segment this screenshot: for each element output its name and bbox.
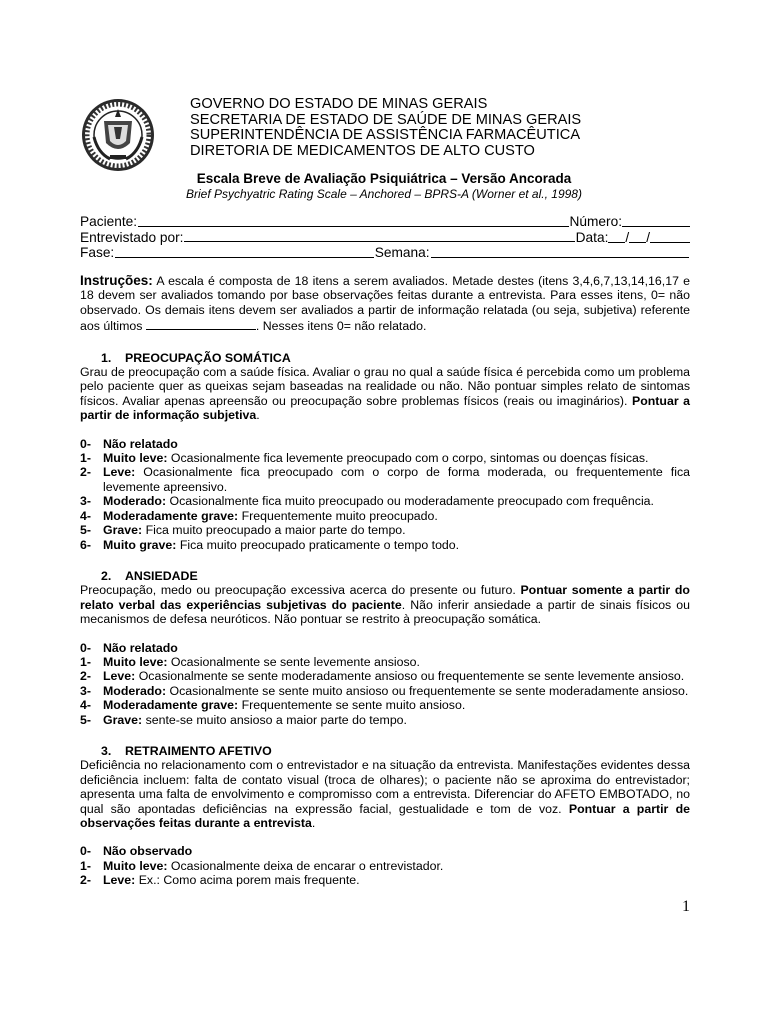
section-number: 2. (101, 568, 112, 583)
rating-item (80, 684, 690, 698)
rating-item (80, 437, 690, 451)
rating-text: Ocasionalmente deixa de encarar o entrevistador. (170, 858, 444, 873)
date-year-field[interactable] (650, 230, 690, 243)
date-label: Data: (575, 229, 609, 245)
instructions-text: A escala é composta de 18 itens a serem avaliados. Metade destes (itens 3,4,6,7,13,14,16,17 e 18 devem ser avaliados tomando por base observações feitas durante a entrevista. Para esses itens, 0= não observado. Os demais itens devem ser avaliados a partir de informação relatada (ou seja, subjetiva) referente aos últimos (80, 274, 690, 334)
rating-text: Frequentemente se sente muito ansioso. (241, 698, 466, 713)
rating-list (80, 641, 690, 727)
rating-item (80, 451, 690, 465)
number-label: Número: (569, 214, 622, 229)
rating-item (80, 509, 690, 523)
instructions-label: Instruções: (80, 273, 153, 288)
rating-number: 1- (80, 858, 91, 873)
coat-of-arms-seal-icon (80, 97, 156, 173)
rating-text: Fica muito preocupado praticamente o tempo todo. (179, 537, 460, 552)
header-line-2: SECRETARIA DE ESTADO DE SAÚDE DE MINAS GERAIS (190, 111, 582, 128)
rating-text: Ocasionalmente se sente muito ansioso ou frequentemente se sente moderadamente ansioso. (169, 683, 689, 698)
rating-list (80, 844, 690, 887)
document-body (80, 274, 690, 888)
rating-item (80, 844, 690, 858)
header-line-1: GOVERNO DO ESTADO DE MINAS GERAIS (190, 96, 488, 112)
rating-item (80, 494, 690, 508)
rating-label: Leve: (103, 669, 136, 684)
section-heading (80, 569, 690, 583)
description-tail: . (311, 816, 316, 830)
rating-label: Muito leve: (103, 451, 168, 466)
rating-number: 1- (80, 451, 91, 466)
rating-number: 5- (80, 523, 91, 538)
section-emotional-withdrawal (80, 744, 690, 888)
patient-form (80, 214, 690, 261)
rating-number: 2- (80, 465, 91, 480)
scoring-emphasis: Pontuar a partir de observações feitas durante a entrevista (80, 801, 690, 830)
rating-text: Ocasionalmente se sente moderadamente ansioso ou frequentemente se sente levemente ansioso. (138, 669, 685, 684)
document-title: Escala Breve de Avaliação Psiquiátrica – Versão Ancorada (196, 171, 572, 186)
rating-number: 0- (80, 640, 91, 655)
rating-item (80, 538, 690, 552)
form-row-phase (80, 245, 690, 261)
date-day-field[interactable] (608, 230, 625, 243)
rating-number: 4- (80, 508, 91, 523)
rating-text: sente-se muito ansioso a maior parte do tempo. (145, 712, 407, 727)
interviewer-field[interactable] (184, 230, 574, 243)
patient-label: Paciente: (80, 214, 138, 229)
rating-item (80, 698, 690, 712)
date-month-field[interactable] (629, 230, 646, 243)
rating-label: Grave: (103, 712, 143, 727)
rating-text: Ex.: Como acima porem mais frequente. (138, 873, 360, 888)
description-text: Deficiência no relacionamento com o entrevistador e na situação da entrevista. Manifestações evidentes dessa deficiência incluem: falta de contato visual (troca de olhares); o paciente não se aproxima do entrevistador; apresenta uma falta de envolvimento e compromisso com a entrevista. Diferenciar do AFETO EMBOTADO, no qual são apontadas deficiências na expressão facial, gestualidade e tom de voz. (80, 758, 690, 816)
date-separator: / (646, 229, 650, 245)
week-label: Semana: (374, 245, 430, 260)
rating-number: 3- (80, 683, 91, 698)
number-field[interactable] (622, 214, 690, 227)
rating-text: Frequentemente muito preocupado. (241, 508, 438, 523)
rating-number: 6- (80, 537, 91, 552)
section-somatic-concern (80, 351, 690, 552)
rating-number: 2- (80, 669, 91, 684)
period-blank-field[interactable] (146, 317, 256, 330)
rating-label: Muito leve: (103, 858, 168, 873)
rating-item (80, 465, 690, 494)
institution-header (190, 97, 581, 159)
section-number: 3. (101, 743, 112, 758)
rating-number: 2- (80, 873, 91, 888)
rating-number: 5- (80, 712, 91, 727)
rating-item (80, 655, 690, 669)
rating-number: 0- (80, 844, 91, 859)
phase-label: Fase: (80, 245, 115, 260)
instructions (80, 274, 690, 334)
section-description (80, 583, 690, 626)
section-title: RETRAIMENTO AFETIVO (125, 743, 272, 758)
rating-text: Ocasionalmente se sente levemente ansioso. (170, 654, 420, 669)
rating-item (80, 859, 690, 873)
section-number: 1. (101, 350, 112, 365)
rating-label: Leve: (103, 873, 136, 888)
interviewer-label: Entrevistado por: (80, 229, 184, 245)
rating-label: Leve: (103, 465, 136, 480)
rating-label: Moderadamente grave: (103, 698, 239, 713)
section-heading (80, 744, 690, 758)
rating-label: Moderado: (103, 494, 167, 509)
rating-label: Muito grave: (103, 537, 177, 552)
rating-label: Não relatado (103, 436, 178, 451)
phase-field[interactable] (115, 245, 373, 258)
description-text: Preocupação, medo ou preocupação excessiva acerca do presente ou futuro. (80, 583, 516, 598)
rating-text: Ocasionalmente fica muito preocupado ou moderadamente preocupado com frequência. (169, 494, 654, 509)
rating-text: Fica muito preocupado a maior parte do tempo. (145, 523, 406, 538)
description-tail: . Não inferir ansiedade a partir de sinais físicos ou mecanismos de defesa neuróticos. Não pontuar se restrito à preocupação somática. (80, 597, 690, 627)
description-text: Grau de preocupação com a saúde física. Avaliar o grau no qual a saúde física é percebida como um problema pelo paciente quer as queixas sejam baseadas na realidade ou não. Não pontuar simples relato de sintomas físicos. Avaliar apenas apreensão ou preocupação sobre problemas físicos (reais ou imaginários). (80, 365, 690, 408)
rating-label: Muito leve: (103, 654, 168, 669)
rating-number: 3- (80, 494, 91, 509)
rating-list (80, 437, 690, 552)
rating-text: Ocasionalmente fica levemente preocupado com o corpo, sintomas ou doenças físicas. (170, 451, 649, 466)
description-tail: . (256, 408, 260, 423)
scoring-emphasis: Pontuar a partir de informação subjetiva (80, 393, 690, 423)
section-description (80, 758, 690, 830)
rating-item (80, 873, 690, 887)
rating-item (80, 669, 690, 683)
instructions-text-end: . Nesses itens 0= não relatado. (255, 319, 427, 334)
rating-number: 1- (80, 654, 91, 669)
date-separator: / (625, 229, 630, 245)
rating-item (80, 641, 690, 655)
header-line-4: DIRETORIA DE MEDICAMENTOS DE ALTO CUSTO (190, 142, 535, 159)
section-anxiety (80, 569, 690, 727)
document-subtitle: Brief Psychyatric Rating Scale – Anchored – BPRS-A (Worner et al., 1998) (186, 187, 582, 201)
page-number: 1 (682, 898, 690, 915)
rating-number: 4- (80, 698, 91, 713)
rating-label: Não observado (103, 844, 193, 859)
rating-label: Moderado: (103, 683, 167, 698)
rating-item (80, 713, 690, 727)
patient-field[interactable] (138, 214, 568, 227)
form-row-interviewer (80, 230, 690, 246)
section-title: PREOCUPAÇÃO SOMÁTICA (125, 350, 291, 365)
section-heading (80, 351, 690, 365)
rating-text: Ocasionalmente fica preocupado com o corpo de forma moderada, ou frequentemente fica levemente apreensivo. (103, 465, 690, 494)
rating-number: 0- (80, 436, 91, 451)
section-description (80, 365, 690, 423)
rating-item (80, 523, 690, 537)
rating-label: Grave: (103, 523, 143, 538)
header-line-3: SUPERINTENDÊNCIA DE ASSISTÊNCIA FARMACÊUTICA (190, 127, 581, 144)
rating-label: Não relatado (103, 640, 178, 655)
scoring-emphasis: Pontuar somente a partir do relato verbal das experiências subjetivas do paciente (80, 583, 690, 612)
rating-label: Moderadamente grave: (103, 508, 239, 523)
form-row-patient (80, 214, 690, 230)
section-title: ANSIEDADE (125, 568, 198, 583)
week-field[interactable] (431, 245, 689, 258)
